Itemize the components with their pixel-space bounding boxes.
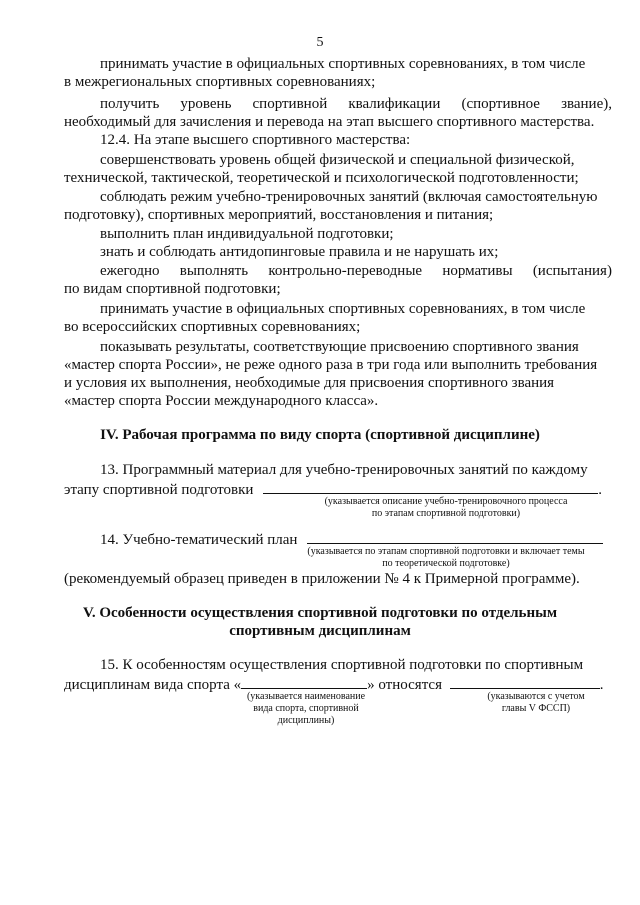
line-text: этапу спортивной подготовки <box>64 482 254 498</box>
word: ежегодно <box>100 263 160 279</box>
paragraph-line: знать и соблюдать антидопинговые правила и не нарушать их; <box>100 244 499 260</box>
section-heading: V. Особенности осуществления спортивной подготовки по отдельным <box>82 605 558 621</box>
paragraph-line: соблюдать режим учебно-тренировочных занятий (включая самостоятельную <box>100 189 598 205</box>
subsection-heading: 12.4. На этапе высшего спортивного мастерства: <box>100 132 411 148</box>
fill-in-blank-sport[interactable] <box>241 674 367 689</box>
paragraph-line: по видам спортивной подготовки; <box>64 281 281 297</box>
word: звание), <box>561 96 612 112</box>
word: выполнять <box>179 263 249 279</box>
word: квалификации <box>348 96 441 112</box>
line-end: . <box>598 482 602 498</box>
page-number: 5 <box>316 35 324 50</box>
fill-in-blank[interactable] <box>307 529 603 544</box>
hint-text: по теоретической подготовке) <box>382 558 510 569</box>
hint-text: вида спорта, спортивной <box>253 703 359 714</box>
line-text: 14. Учебно-тематический план <box>100 532 298 548</box>
paragraph-line: принимать участие в официальных спортивных соревнованиях, в том числе <box>100 301 586 317</box>
paragraph-line: выполнить план индивидуальной подготовки; <box>100 226 394 242</box>
hint-text: (указываются с учетом <box>487 691 585 702</box>
paragraph-line: совершенствовать уровень общей физической и специальной физической, <box>100 152 575 168</box>
paragraph-line: необходимый для зачисления и перевода на этап высшего спортивного мастерства. <box>64 114 595 130</box>
section-heading: спортивным дисциплинам <box>229 623 411 639</box>
paragraph-line: и условия их выполнения, необходимые для присвоения спортивного звания <box>64 375 555 391</box>
paragraph-line: «мастер спорта России международного класса». <box>64 393 379 409</box>
paragraph-line: во всероссийских спортивных соревнованиях; <box>64 319 361 335</box>
paragraph-line: 13. Программный материал для учебно-тренировочных занятий по каждому <box>100 462 588 478</box>
paragraph-line: в межрегиональных спортивных соревнованиях; <box>64 74 376 90</box>
word: контрольно-переводные <box>268 263 423 279</box>
line-text: » относятся <box>367 677 442 693</box>
word: уровень <box>180 96 232 112</box>
word: нормативы <box>442 263 513 279</box>
word: спортивной <box>252 96 328 112</box>
paragraph-line-justified <box>100 262 612 280</box>
paragraph-line: показывать результаты, соответствующие присвоению спортивного звания <box>100 339 579 355</box>
fill-in-blank-features[interactable] <box>450 674 600 689</box>
paragraph-line: «мастер спорта России», не реже одного раза в три года или выполнить требования <box>64 357 598 373</box>
hint-text: (указывается описание учебно-тренировочного процесса <box>324 496 568 507</box>
word: (спортивное <box>461 96 540 112</box>
hint-text: по этапам спортивной подготовки) <box>371 508 521 519</box>
fill-in-blank[interactable] <box>263 479 598 494</box>
word: (испытания) <box>532 263 612 279</box>
hint-text: (указывается по этапам спортивной подготовки и включает темы <box>307 546 585 557</box>
paragraph-line: подготовку), спортивных мероприятий, восстановления и питания; <box>64 207 494 223</box>
paragraph-line: технической, тактической, теоретической и психологической подготовленности; <box>64 170 579 186</box>
word: получить <box>100 96 160 112</box>
paragraph-line-justified <box>100 95 612 113</box>
hint-text: (указывается наименование <box>246 691 366 702</box>
line-end: . <box>599 677 604 693</box>
hint-text: дисциплины) <box>277 715 335 726</box>
paragraph-line: (рекомендуемый образец приведен в приложении № 4 к Примерной программе). <box>64 571 580 587</box>
hint-text: главы V ФССП) <box>501 703 571 714</box>
paragraph-line: 15. К особенностям осуществления спортивной подготовки по спортивным <box>100 657 584 673</box>
line-text: дисциплинам вида спорта « <box>64 677 242 693</box>
paragraph-line: принимать участие в официальных спортивных соревнованиях, в том числе <box>100 56 586 72</box>
section-heading: IV. Рабочая программа по виду спорта (спортивной дисциплине) <box>100 427 540 443</box>
